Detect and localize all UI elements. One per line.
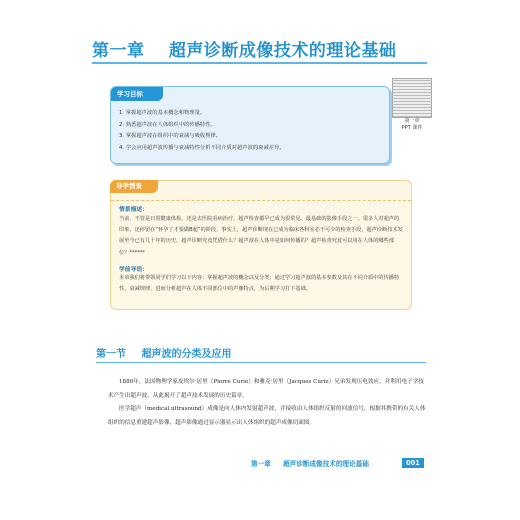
- body-paragraph: 医学超声（medical ultrasound）成像是向人体内发射超声波，并接收由人体组织反射的回波信号，根据其携带的有关人体组织的信息重建超声影像，超声影像通过显示器显示出人体组织的超声成像切面图。: [108, 406, 426, 426]
- pre-study-text: 本章我们将带领同学们学习以下内容：掌握超声波的概念以及分类；通过学习超声波的基本参数及其在不同介质中的传播特性、衰减规律，进而分析超声在人体不同部位中的声像特点，为后期学习打下基础。: [119, 275, 400, 293]
- section-name: 超声波的分类及应用: [141, 349, 232, 360]
- goal-item: 1. 掌握超声波的基本概念和物理量。: [119, 110, 206, 116]
- guided-learning-header: 导学情景: [110, 180, 158, 193]
- goal-item: 2. 熟悉超声波在人体组织中的传播特性。: [119, 121, 216, 128]
- case-description-label: 情景描述：: [119, 207, 148, 213]
- footer-title: 超声诊断成像技术的理论基础: [283, 460, 369, 468]
- chapter-name: 超声诊断成像技术的理论基础: [168, 41, 397, 61]
- ppt-badge-line1: 第一章: [404, 118, 420, 124]
- chapter-rule: [92, 62, 427, 64]
- guided-learning-box: [110, 180, 412, 310]
- goal-item: 3. 掌握超声波在组织中的衰减与吸收规律。: [119, 133, 222, 140]
- learning-goals-box: [110, 86, 390, 164]
- ppt-badge-line2: PPT 课件: [401, 125, 423, 131]
- section-rule: [96, 362, 426, 363]
- section-title: [96, 345, 231, 360]
- page-number: 001: [402, 458, 424, 468]
- body-text: [108, 376, 426, 430]
- learning-goals-header: 学习目标: [111, 87, 163, 101]
- guided-learning-divider: [111, 200, 411, 201]
- section-number: 第一节: [96, 349, 126, 360]
- footer-chapter: 第一章: [251, 460, 271, 468]
- chapter-title: [92, 36, 396, 61]
- chapter-number: 第一章: [92, 41, 145, 61]
- case-description-text: 当前，不管是日常健康体检，还是去医院看病治疗，超声检查都早已成为很常见、最基础的影像手段之一。很多人对超声的印象，还停留在“怀孕了才要做B超”的阶段，事实上，超声诊断现在已成为临床各科室必不可少的检查手段，超声诊断技术发展至今已有几十年的历史，超声诊断究竟凭借什么？超声波在人体中是如何传播的？超声检查究竟可以用在人体的哪些部位？******: [119, 216, 403, 256]
- body-paragraph: 1880年，法国物理学家皮埃尔·居里（Pierre Curie）和雅克·居里（Jacques Curie）兄弟发现压电效应，并利用电子学技术产生出超声波，从此揭开了超声技术发展的历史篇章。: [108, 379, 424, 399]
- learning-goals-list: [119, 108, 384, 154]
- page-footer: [251, 458, 369, 468]
- ppt-qr-badge[interactable]: [392, 78, 432, 132]
- goal-item: 4. 学会应用超声波传播与衰减特性分析不同介质对超声波的衰减差异。: [119, 144, 285, 151]
- pre-study-label: 学前导语：: [119, 267, 148, 273]
- qr-code-icon[interactable]: [392, 78, 432, 118]
